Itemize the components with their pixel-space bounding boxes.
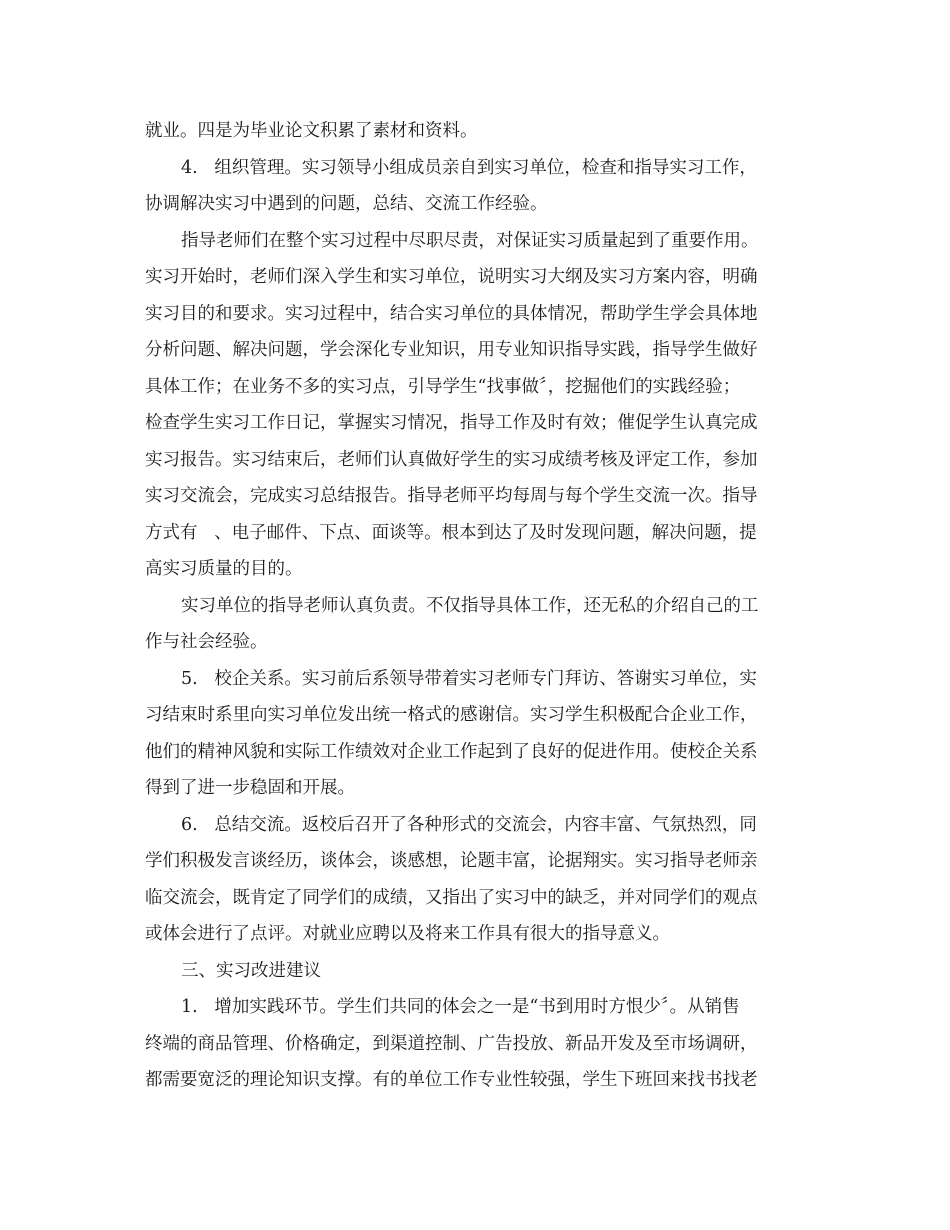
text-line: 他们的精神风貌和实际工作绩效对企业工作起到了良好的促进作用。使校企关系	[145, 741, 758, 762]
text-line: 具体工作；在业务不多的实习点，引导学生“找事做〞，挖掘他们的实践经验；	[145, 376, 741, 397]
text-line: 实习单位的指导老师认真负责。不仅指导具体工作，还无私的介绍自己的工	[181, 595, 759, 616]
text-line: 临交流会，既肯定了同学们的成绩，又指出了实习中的缺乏，并对同学们的观点	[145, 887, 758, 908]
text-line: 实习交流会，完成实习总结报告。指导老师平均每周与每个学生交流一次。指导	[145, 486, 758, 506]
document-body	[145, 113, 805, 1099]
text-line: 6. 总结交流。返校后召开了各种形式的交流会，内容丰富、气氛热烈，同	[181, 814, 757, 835]
text-line: 1. 增加实践环节。学生们共同的体会之一是“书到用时方恨少〞。从销售	[181, 997, 740, 1017]
text-line: 习结束时系里向实习单位发出统一格式的感谢信。实习学生积极配合企业工作，	[145, 705, 758, 725]
text-line: 5. 校企关系。实习前后系领导带着实习老师专门拜访、答谢实习单位，实	[181, 668, 757, 689]
text-line: 实习目的和要求。实习过程中，结合实习单位的具体情况，帮助学生学会具体地	[145, 303, 758, 324]
text-line: 检查学生实习工作日记，掌握实习情况，指导工作及时有效；催促学生认真完成	[145, 413, 758, 433]
text-line: 分析问题、解决问题，学会深化专业知识，用专业知识指导实践，指导学生做好	[145, 340, 758, 360]
text-line: 都需要宽泛的理论知识支撑。有的单位工作专业性较强，学生下班回来找书找老	[145, 1070, 758, 1090]
text-line: 实习报告。实习结束后，老师们认真做好学生的实习成绩考核及评定工作，参加	[145, 449, 758, 470]
text-line: 4. 组织管理。实习领导小组成员亲自到实习单位，检查和指导实习工作，	[181, 157, 757, 178]
text-line: 作与社会经验。	[145, 632, 268, 652]
text-line: 或体会进行了点评。对就业应聘以及将来工作具有很大的指导意义。	[145, 924, 670, 944]
text-line: 指导老师们在整个实习过程中尽职尽责，对保证实习质量起到了重要作用。	[181, 230, 759, 251]
text-line: 方式有 、电子邮件、下点、面谈等。根本到达了及时发现问题，解决问题，提	[145, 522, 757, 543]
text-line: 得到了进一步稳固和开展。	[145, 778, 355, 798]
text-line: 学们积极发言谈经历，谈体会，谈感想，论题丰富，论据翔实。实习指导老师亲	[145, 851, 758, 871]
text-line: 终端的商品管理、价格确定，到渠道控制、广告投放、新品开发及至市场调研，	[145, 1033, 758, 1054]
text-line: 就业。四是为毕业论文积累了素材和资料。	[145, 121, 478, 141]
text-line: 协调解决实习中遇到的问题，总结、交流工作经验。	[145, 194, 548, 214]
text-line: 实习开始时，老师们深入学生和实习单位，说明实习大纲及实习方案内容，明确	[145, 267, 758, 287]
section-heading: 三、实习改进建议	[181, 960, 321, 981]
text-line: 高实习质量的目的。	[145, 559, 303, 579]
